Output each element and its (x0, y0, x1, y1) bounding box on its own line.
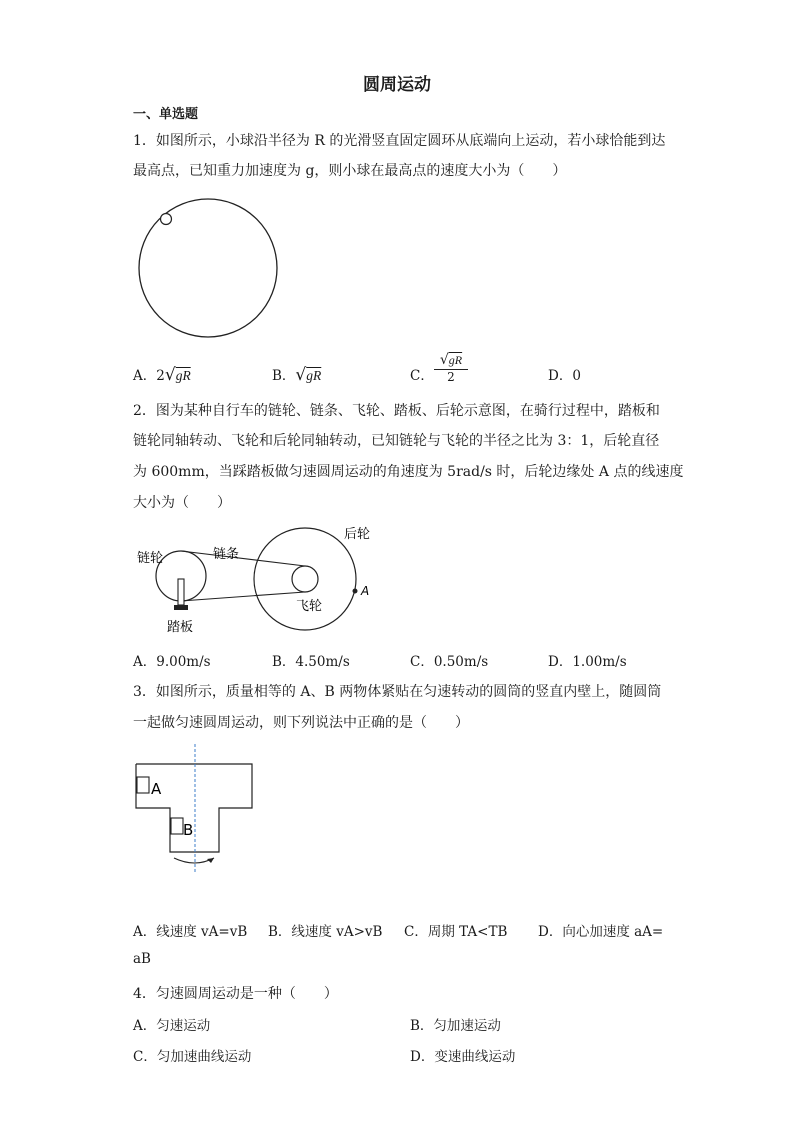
ring (139, 199, 277, 337)
rotation-arrow (174, 858, 214, 863)
q1-option-d[interactable]: D．0 (548, 368, 581, 384)
rear-wheel-circle (254, 528, 356, 630)
q1-option-b-label: B． (272, 368, 296, 384)
q3-stem-line2: 一起做匀速圆周运动，则下列说法中正确的是（ ） (133, 715, 469, 731)
label-pedal: 踏板 (167, 620, 194, 635)
label-chain: 链条 (213, 547, 240, 562)
pedal (174, 605, 188, 610)
sqrt-icon: √ (295, 365, 307, 385)
q2-bicycle-diagram (130, 520, 380, 638)
page-title: 圆周运动 (363, 75, 431, 95)
q1-stem-line2: 最高点，已知重力加速度为 g，则小球在最高点的速度大小为（ ） (133, 163, 567, 179)
q1-stem-line1: 1．如图所示，小球沿半径为 R 的光滑竖直固定圆环从底端向上运动，若小球恰能到达 (133, 133, 666, 149)
flywheel-circle (292, 566, 318, 592)
q2-option-c[interactable]: C．0.50m/s (410, 654, 489, 670)
q3-option-d[interactable]: D．向心加速度 aA= (538, 924, 664, 940)
q1-option-a-radicand: gR (175, 368, 191, 383)
q4-option-c[interactable]: C．匀加速曲线运动 (133, 1049, 252, 1065)
q2-option-d[interactable]: D．1.00m/s (548, 654, 627, 670)
label-rear-wheel: 后轮 (344, 527, 371, 542)
label-b: B (183, 821, 194, 839)
q2-stem-line2: 链轮同轴转动、飞轮和后轮同轴转动，已知链轮与飞轮的半径之比为 3：1，后轮直径 (133, 433, 660, 449)
q1-option-c-fraction (434, 352, 468, 384)
label-point-a: A (361, 584, 370, 598)
q2-option-a[interactable]: A．9.00m/s (133, 654, 211, 670)
q1-option-b[interactable] (272, 364, 321, 385)
q1-option-c-label: C． (410, 368, 434, 384)
q3-stem-line1: 3．如图所示，质量相等的 A、B 两物体紧贴在匀速转动的圆筒的竖直内壁上，随圆筒 (133, 684, 662, 700)
sqrt-icon: √ (164, 365, 176, 385)
q3-option-a[interactable]: A．线速度 vA=vB (133, 924, 248, 940)
pedal-crank (178, 579, 184, 605)
label-flywheel: 飞轮 (296, 599, 323, 614)
block-a (137, 777, 149, 793)
q3-option-b[interactable]: B．线速度 vA>vB (268, 924, 383, 940)
q4-stem: 4．匀速圆周运动是一种（ ） (133, 986, 338, 1002)
q2-stem-line4: 大小为（ ） (133, 495, 231, 511)
q1-option-a-label: A．2 (133, 368, 165, 384)
label-chainring: 链轮 (137, 551, 164, 566)
q1-option-c-radicand: gR (448, 353, 463, 367)
sqrt-icon: √ (439, 352, 449, 368)
cylinder-outline (136, 764, 252, 852)
q1-option-c[interactable] (410, 364, 434, 384)
q1-option-b-radicand: gR (306, 368, 322, 383)
q4-option-b[interactable]: B．匀加速运动 (410, 1018, 501, 1034)
q4-option-d[interactable]: D．变速曲线运动 (410, 1049, 516, 1065)
q1-ring-diagram (135, 195, 281, 345)
q2-option-b[interactable]: B．4.50m/s (272, 654, 350, 670)
q1-option-a[interactable] (133, 364, 191, 385)
q3-cylinder-diagram (130, 742, 260, 877)
q1-option-c-denominator: 2 (447, 370, 455, 384)
q4-option-a[interactable]: A．匀速运动 (133, 1018, 211, 1034)
q3-option-c[interactable]: C．周期 TA<TB (404, 924, 508, 940)
q3-option-d-cont: aB (133, 951, 151, 967)
q2-stem-line1: 2．图为某种自行车的链轮、链条、飞轮、踏板、后轮示意图，在骑行过程中，踏板和 (133, 403, 660, 419)
block-b (171, 818, 183, 834)
label-a: A (151, 780, 162, 798)
ball (161, 214, 172, 225)
point-a-dot (353, 589, 358, 594)
section-heading: 一、单选题 (133, 107, 199, 122)
q2-stem-line3: 为 600mm，当踩踏板做匀速圆周运动的角速度为 5rad/s 时，后轮边缘处 A 点的线速度 (133, 464, 684, 480)
